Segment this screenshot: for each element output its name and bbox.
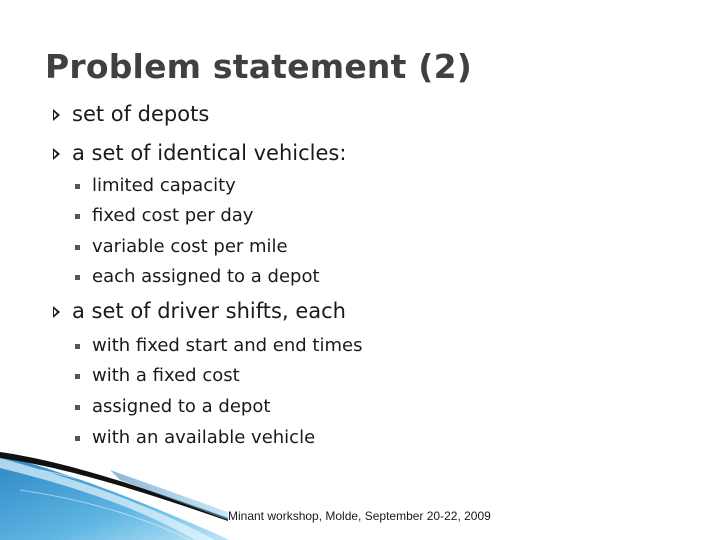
sub-bullet-text: variable cost per mile [92, 236, 288, 257]
arrow-bullet-icon [53, 109, 60, 121]
sub-bullet-text: assigned to a depot [92, 396, 271, 417]
square-bullet-icon [75, 245, 80, 250]
sub-bullet-text: limited capacity [92, 175, 236, 196]
square-bullet-icon [75, 344, 80, 349]
bullet-depots [72, 102, 209, 126]
bullet-shifts [72, 299, 346, 323]
sub-bullet [92, 396, 270, 417]
sub-bullet [92, 205, 253, 226]
sub-bullet-text: with an available vehicle [92, 427, 316, 448]
sub-bullet [92, 236, 288, 257]
square-bullet-icon [75, 436, 80, 441]
sub-bullet [92, 427, 315, 448]
arrow-bullet-icon [53, 306, 60, 318]
bullet-text: set of depots [72, 102, 210, 126]
square-bullet-icon [75, 184, 80, 189]
sub-bullet-text: with a fixed cost [92, 365, 240, 386]
sub-bullet-text: fixed cost per day [92, 205, 254, 226]
sub-bullet [92, 266, 320, 287]
bullet-text: a set of driver shifts, each [72, 299, 346, 323]
square-bullet-icon [75, 275, 80, 280]
sub-bullet-text: with fixed start and end times [92, 335, 363, 356]
slide-footer: Minant workshop, Molde, September 20-22, 2009 [228, 509, 491, 523]
square-bullet-icon [75, 214, 80, 219]
square-bullet-icon [75, 374, 80, 379]
arrow-bullet-icon [53, 148, 60, 160]
sub-bullet [92, 365, 240, 386]
sub-bullet [92, 175, 236, 196]
bullet-vehicles [72, 141, 346, 165]
bullet-text: a set of identical vehicles: [72, 141, 347, 165]
slide-title: Problem statement (2) [45, 47, 473, 86]
sub-bullet-text: each assigned to a depot [92, 266, 320, 287]
sub-bullet [92, 335, 362, 356]
square-bullet-icon [75, 405, 80, 410]
